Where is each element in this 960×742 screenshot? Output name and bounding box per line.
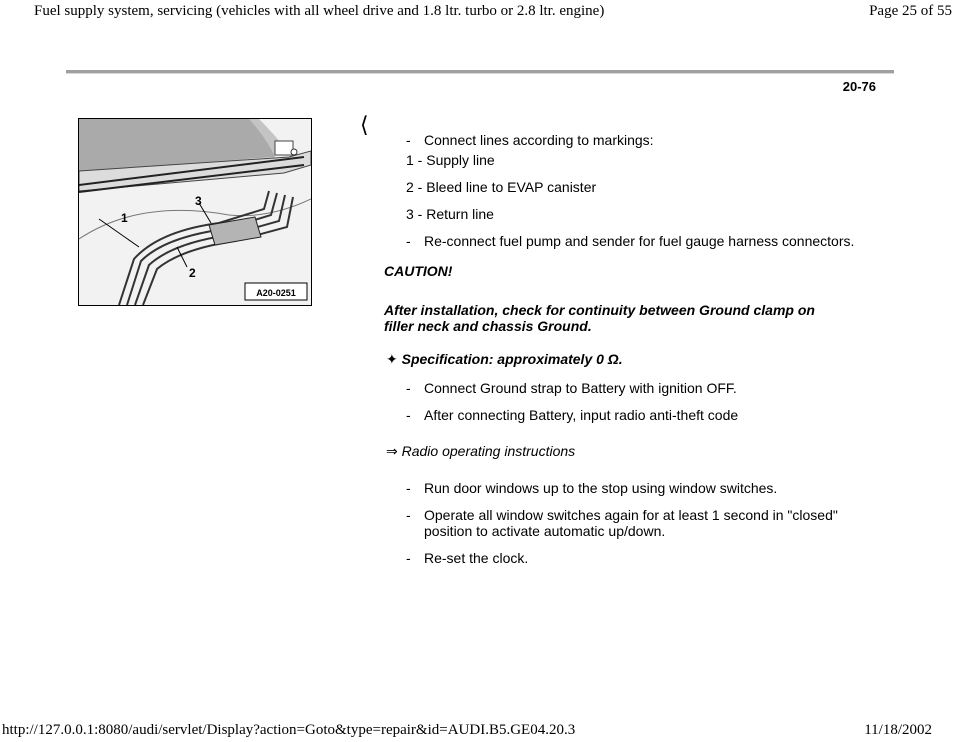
step-line: - After connecting Battery, input radio anti-theft code — [406, 407, 739, 423]
step-line: - Operate all window switches again for at least 1 second in "closed" — [406, 507, 838, 523]
callout-2: 2 — [189, 266, 196, 280]
page-number: 20-76 — [842, 79, 876, 94]
diamond-bullet-icon: ✦ — [386, 351, 398, 367]
caution-text-line2: filler neck and chassis Ground. — [384, 318, 592, 334]
specification: ✦ Specification: approximately 0 Ω. — [386, 351, 623, 367]
fuel-lines-drawing — [79, 119, 311, 305]
figure-pointer-icon: ⟨ — [360, 112, 369, 137]
fuel-lines-illustration — [78, 118, 312, 306]
step-line: 1 - Supply line — [406, 152, 495, 168]
step-line: 3 - Return line — [406, 206, 494, 222]
figure-code: A20-0251 — [256, 288, 296, 298]
step-line: 2 - Bleed line to EVAP canister — [406, 179, 597, 195]
footer-date: 11/18/2002 — [864, 722, 932, 738]
page-counter: Page 25 of 55 — [869, 3, 952, 19]
step-line: - Connect lines according to markings: — [406, 132, 654, 148]
step-line: - Connect Ground strap to Battery with ignition OFF. — [406, 380, 737, 396]
step-line: - Re-connect fuel pump and sender for fuel gauge harness connectors. — [406, 233, 855, 249]
callout-3: 3 — [195, 194, 202, 208]
document-title: Fuel supply system, servicing (vehicles with all wheel drive and 1.8 ltr. turbo or 2.8 ltr. engine) — [34, 3, 605, 19]
footer-url: http://127.0.0.1:8080/audi/servlet/Display?action=Goto&type=repair&id=AUDI.B5.GE04.20.3 — [2, 722, 576, 738]
link-arrow-icon: ⇒ — [386, 443, 398, 459]
callout-1: 1 — [121, 211, 128, 225]
step-line: - Re-set the clock. — [406, 550, 529, 566]
radio-instructions-link[interactable]: ⇒ Radio operating instructions — [386, 443, 576, 459]
header-rule — [66, 70, 894, 74]
caution-text-line1: After installation, check for continuity between Ground clamp on — [384, 302, 815, 318]
step-line: position to activate automatic up/down. — [424, 523, 666, 539]
caution-title: CAUTION! — [384, 263, 453, 279]
step-line: - Run door windows up to the stop using window switches. — [406, 480, 778, 496]
